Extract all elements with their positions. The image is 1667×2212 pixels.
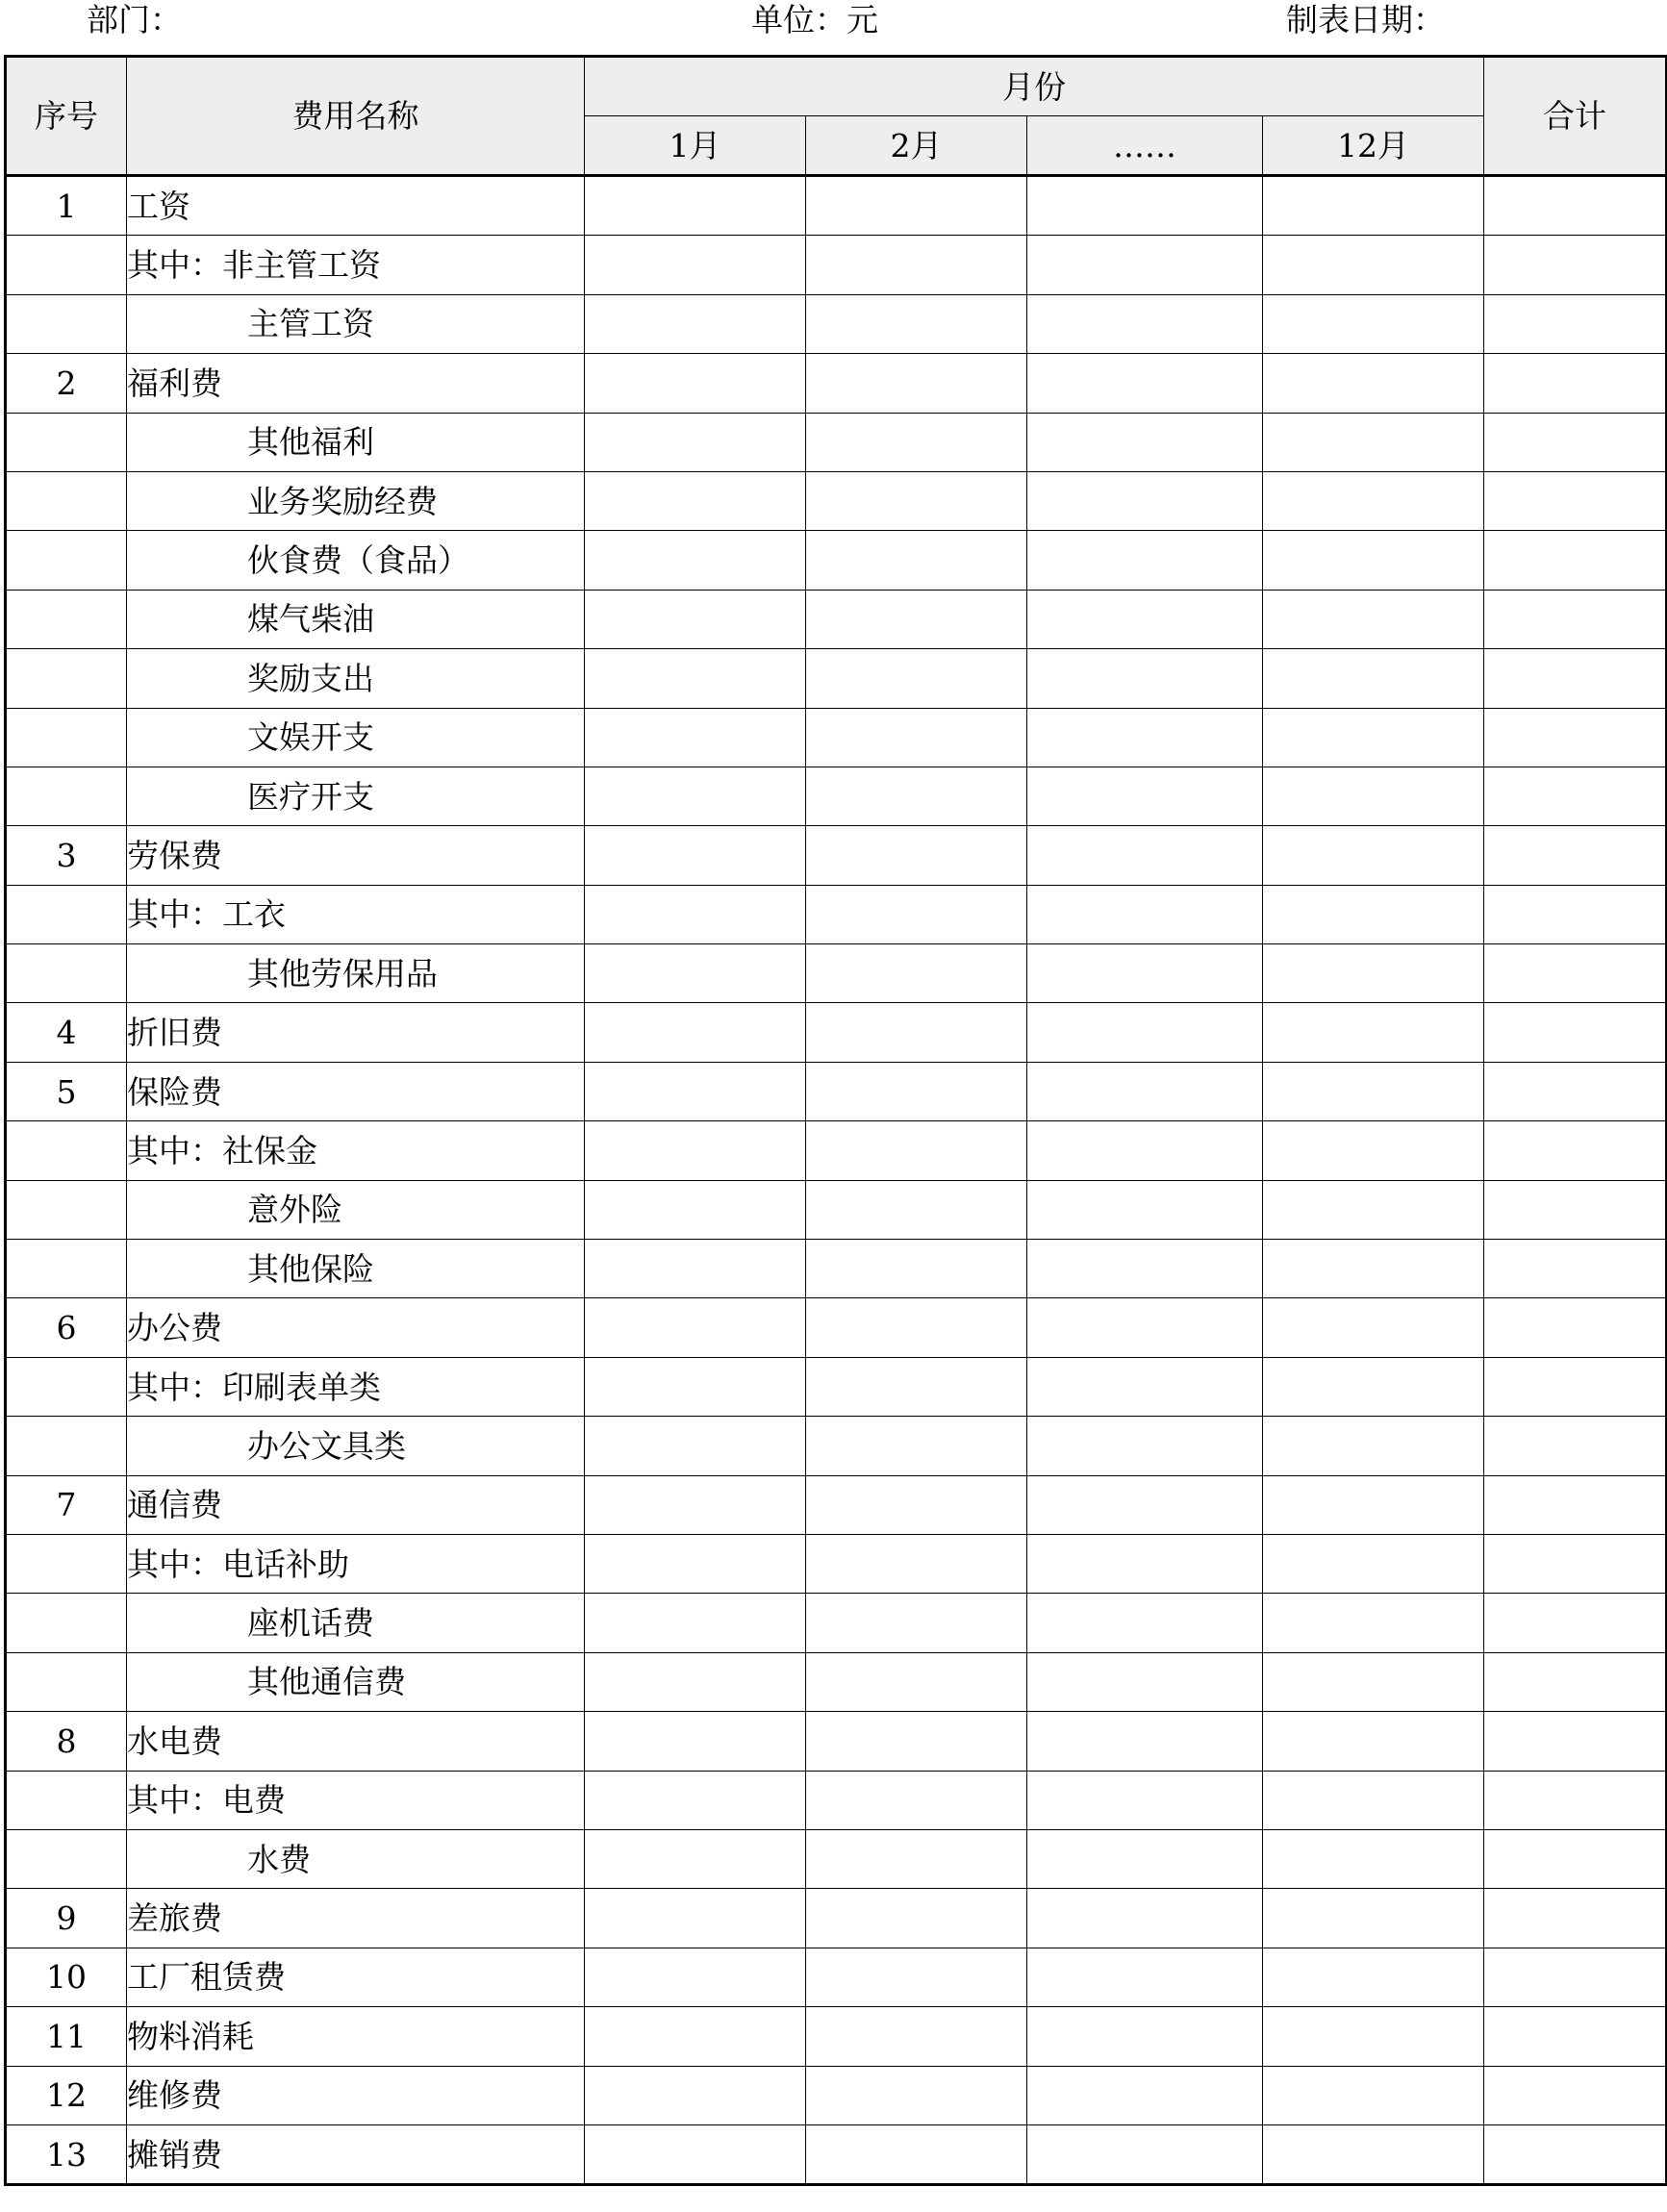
row-index-cell: [6, 1829, 127, 1888]
month-amount-cell[interactable]: [1027, 236, 1263, 294]
month-amount-cell[interactable]: [585, 1652, 806, 1711]
month-amount-cell[interactable]: [1263, 413, 1484, 471]
month-amount-cell[interactable]: [585, 944, 806, 1003]
expense-name-cell: 通信费: [127, 1475, 585, 1534]
table-row: [6, 1121, 1667, 1180]
month-amount-cell[interactable]: [1263, 1417, 1484, 1475]
month-amount-cell[interactable]: [1263, 1534, 1484, 1593]
month-amount-cell[interactable]: [585, 767, 806, 825]
month-amount-cell[interactable]: [806, 1357, 1027, 1416]
total-amount-cell[interactable]: [1484, 1712, 1667, 1771]
row-index-cell: 3: [6, 826, 127, 885]
expense-name-cell: 煤气柴油: [127, 590, 585, 648]
expense-name-cell: 业务奖励经费: [127, 471, 585, 530]
expense-name-cell: 医疗开支: [127, 767, 585, 825]
month-amount-cell[interactable]: [1263, 1771, 1484, 1829]
table-row: [6, 590, 1667, 648]
month-amount-cell[interactable]: [806, 1594, 1027, 1652]
expense-name-cell: 差旅费: [127, 1889, 585, 1948]
month-amount-cell[interactable]: [1027, 1594, 1263, 1652]
month-amount-cell[interactable]: [1263, 1712, 1484, 1771]
total-amount-cell[interactable]: [1484, 1829, 1667, 1888]
month-amount-cell[interactable]: [806, 176, 1027, 236]
row-index-cell: 2: [6, 354, 127, 413]
expense-name-cell: 其他通信费: [127, 1652, 585, 1711]
month-amount-cell[interactable]: [1027, 767, 1263, 825]
table-row: [6, 471, 1667, 530]
month-amount-cell[interactable]: [1263, 2066, 1484, 2124]
month-amount-cell[interactable]: [1027, 2007, 1263, 2066]
month-amount-cell[interactable]: [585, 649, 806, 708]
expense-name-cell: 福利费: [127, 354, 585, 413]
expense-name-cell: 办公费: [127, 1298, 585, 1357]
month-amount-cell[interactable]: [1027, 1829, 1263, 1888]
month-amount-cell[interactable]: [1027, 1062, 1263, 1120]
month-amount-cell[interactable]: [1263, 944, 1484, 1003]
month-amount-cell[interactable]: [585, 531, 806, 590]
total-amount-cell[interactable]: [1484, 944, 1667, 1003]
row-index-cell: 5: [6, 1062, 127, 1120]
table-row: [6, 708, 1667, 767]
month-amount-cell[interactable]: [1263, 531, 1484, 590]
expense-name-cell: 其他保险: [127, 1240, 585, 1298]
month-amount-cell[interactable]: [585, 1889, 806, 1948]
month-amount-cell[interactable]: [585, 1475, 806, 1534]
row-index-cell: [6, 531, 127, 590]
month-amount-cell[interactable]: [806, 767, 1027, 825]
column-header-month: 1月: [585, 116, 806, 176]
total-amount-cell[interactable]: [1484, 1298, 1667, 1357]
table-row: [6, 294, 1667, 353]
month-amount-cell[interactable]: [585, 1534, 806, 1593]
month-amount-cell[interactable]: [1027, 1534, 1263, 1593]
department-label: 部门：: [87, 1, 182, 38]
column-header-index: 序号: [6, 57, 127, 176]
expense-name-cell: 其中：电费: [127, 1771, 585, 1829]
row-index-cell: [6, 885, 127, 943]
total-amount-cell[interactable]: [1484, 531, 1667, 590]
expense-name-cell: 其中：工衣: [127, 885, 585, 943]
date-label: 制表日期：: [1286, 1, 1445, 38]
month-amount-cell[interactable]: [1027, 1771, 1263, 1829]
month-amount-cell[interactable]: [585, 2124, 806, 2184]
month-amount-cell[interactable]: [1263, 885, 1484, 943]
month-amount-cell[interactable]: [1027, 1240, 1263, 1298]
month-amount-cell[interactable]: [806, 354, 1027, 413]
table-row: [6, 531, 1667, 590]
month-amount-cell[interactable]: [1263, 1889, 1484, 1948]
total-amount-cell[interactable]: [1484, 354, 1667, 413]
month-amount-cell[interactable]: [585, 708, 806, 767]
row-index-cell: [6, 1534, 127, 1593]
total-amount-cell[interactable]: [1484, 885, 1667, 943]
table-row: [6, 1062, 1667, 1120]
table-row: [6, 1298, 1667, 1357]
month-amount-cell[interactable]: [1027, 1475, 1263, 1534]
month-amount-cell[interactable]: [1263, 1829, 1484, 1888]
month-amount-cell[interactable]: [585, 236, 806, 294]
row-index-cell: [6, 294, 127, 353]
table-row: [6, 1771, 1667, 1829]
expense-name-cell: 奖励支出: [127, 649, 585, 708]
month-amount-cell[interactable]: [585, 471, 806, 530]
month-amount-cell[interactable]: [806, 236, 1027, 294]
expense-name-cell: 其他福利: [127, 413, 585, 471]
month-amount-cell[interactable]: [1027, 1180, 1263, 1239]
month-amount-cell[interactable]: [1027, 1357, 1263, 1416]
month-amount-cell[interactable]: [806, 1652, 1027, 1711]
total-amount-cell[interactable]: [1484, 590, 1667, 648]
expense-name-cell: 文娱开支: [127, 708, 585, 767]
month-amount-cell[interactable]: [1027, 590, 1263, 648]
total-amount-cell[interactable]: [1484, 471, 1667, 530]
month-amount-cell[interactable]: [1263, 590, 1484, 648]
month-amount-cell[interactable]: [806, 1829, 1027, 1888]
expense-name-cell: 其他劳保用品: [127, 944, 585, 1003]
row-index-cell: 9: [6, 1889, 127, 1948]
month-amount-cell[interactable]: [585, 826, 806, 885]
month-amount-cell[interactable]: [585, 1948, 806, 2006]
row-index-cell: [6, 708, 127, 767]
month-amount-cell[interactable]: [1263, 826, 1484, 885]
month-amount-cell[interactable]: [1263, 1240, 1484, 1298]
month-amount-cell[interactable]: [1027, 1003, 1263, 1062]
month-amount-cell[interactable]: [1263, 236, 1484, 294]
table-row: [6, 649, 1667, 708]
month-amount-cell[interactable]: [1027, 885, 1263, 943]
table-row: [6, 1594, 1667, 1652]
month-amount-cell[interactable]: [585, 413, 806, 471]
month-amount-cell[interactable]: [1263, 2007, 1484, 2066]
table-row: [6, 1889, 1667, 1948]
month-amount-cell[interactable]: [585, 1712, 806, 1771]
month-amount-cell[interactable]: [806, 294, 1027, 353]
month-amount-cell[interactable]: [806, 531, 1027, 590]
month-amount-cell[interactable]: [806, 1003, 1027, 1062]
table-row: [6, 1534, 1667, 1593]
month-amount-cell[interactable]: [1027, 294, 1263, 353]
row-index-cell: [6, 1417, 127, 1475]
month-amount-cell[interactable]: [1263, 176, 1484, 236]
month-amount-cell[interactable]: [806, 1062, 1027, 1120]
month-amount-cell[interactable]: [1027, 826, 1263, 885]
table-row: [6, 1417, 1667, 1475]
expense-name-cell: 物料消耗: [127, 2007, 585, 2066]
row-index-cell: [6, 944, 127, 1003]
total-amount-cell[interactable]: [1484, 1121, 1667, 1180]
month-amount-cell[interactable]: [1263, 1062, 1484, 1120]
expense-name-cell: 主管工资: [127, 294, 585, 353]
month-amount-cell[interactable]: [806, 1121, 1027, 1180]
column-header-month: ……: [1027, 116, 1263, 176]
table-row: [6, 413, 1667, 471]
column-header-total: 合计: [1484, 57, 1667, 176]
table-row: [6, 2066, 1667, 2124]
expense-name-cell: 其中：电话补助: [127, 1534, 585, 1593]
month-amount-cell[interactable]: [806, 1298, 1027, 1357]
total-amount-cell[interactable]: [1484, 1417, 1667, 1475]
month-amount-cell[interactable]: [585, 1829, 806, 1888]
row-index-cell: [6, 1121, 127, 1180]
row-index-cell: 7: [6, 1475, 127, 1534]
total-amount-cell[interactable]: [1484, 236, 1667, 294]
total-amount-cell[interactable]: [1484, 2066, 1667, 2124]
month-amount-cell[interactable]: [1027, 354, 1263, 413]
table-row: [6, 2007, 1667, 2066]
month-amount-cell[interactable]: [1263, 1357, 1484, 1416]
month-amount-cell[interactable]: [585, 176, 806, 236]
month-amount-cell[interactable]: [585, 1298, 806, 1357]
row-index-cell: 8: [6, 1712, 127, 1771]
total-amount-cell[interactable]: [1484, 413, 1667, 471]
total-amount-cell[interactable]: [1484, 649, 1667, 708]
total-amount-cell[interactable]: [1484, 1594, 1667, 1652]
column-header-name: 费用名称: [127, 57, 585, 176]
table-row: [6, 1357, 1667, 1416]
month-amount-cell[interactable]: [806, 885, 1027, 943]
month-amount-cell[interactable]: [1263, 1475, 1484, 1534]
month-amount-cell[interactable]: [1263, 1180, 1484, 1239]
expense-name-cell: 摊销费: [127, 2124, 585, 2184]
total-amount-cell[interactable]: [1484, 1771, 1667, 1829]
month-amount-cell[interactable]: [1027, 176, 1263, 236]
month-amount-cell[interactable]: [1027, 708, 1263, 767]
month-amount-cell[interactable]: [1027, 1889, 1263, 1948]
month-amount-cell[interactable]: [806, 1948, 1027, 2006]
month-amount-cell[interactable]: [585, 1357, 806, 1416]
expense-name-cell: 水费: [127, 1829, 585, 1888]
expense-name-cell: 办公文具类: [127, 1417, 585, 1475]
month-amount-cell[interactable]: [806, 649, 1027, 708]
expense-name-cell: 其中：印刷表单类: [127, 1357, 585, 1416]
table-row: [6, 1475, 1667, 1534]
table-row: [6, 176, 1667, 236]
table-row: [6, 1712, 1667, 1771]
month-amount-cell[interactable]: [806, 2007, 1027, 2066]
month-amount-cell[interactable]: [1027, 413, 1263, 471]
table-row: [6, 1829, 1667, 1888]
table-row: [6, 1240, 1667, 1298]
table-row: [6, 1003, 1667, 1062]
column-header-month: 2月: [806, 116, 1027, 176]
total-amount-cell[interactable]: [1484, 708, 1667, 767]
total-amount-cell[interactable]: [1484, 767, 1667, 825]
month-amount-cell[interactable]: [806, 1180, 1027, 1239]
row-index-cell: 4: [6, 1003, 127, 1062]
expense-name-cell: 维修费: [127, 2066, 585, 2124]
month-amount-cell[interactable]: [1263, 294, 1484, 353]
month-amount-cell[interactable]: [1027, 1712, 1263, 1771]
row-index-cell: 1: [6, 176, 127, 236]
month-amount-cell[interactable]: [1027, 531, 1263, 590]
month-amount-cell[interactable]: [585, 1417, 806, 1475]
month-amount-cell[interactable]: [1027, 1298, 1263, 1357]
total-amount-cell[interactable]: [1484, 2124, 1667, 2184]
row-index-cell: [6, 1594, 127, 1652]
row-index-cell: [6, 236, 127, 294]
table-row: [6, 236, 1667, 294]
expense-name-cell: 意外险: [127, 1180, 585, 1239]
month-amount-cell[interactable]: [585, 1062, 806, 1120]
month-amount-cell[interactable]: [1263, 1652, 1484, 1711]
month-amount-cell[interactable]: [585, 294, 806, 353]
expense-name-cell: 其中：非主管工资: [127, 236, 585, 294]
column-header-month: 12月: [1263, 116, 1484, 176]
table-row: [6, 1652, 1667, 1711]
total-amount-cell[interactable]: [1484, 1062, 1667, 1120]
month-amount-cell[interactable]: [1027, 2124, 1263, 2184]
month-amount-cell[interactable]: [1027, 2066, 1263, 2124]
month-amount-cell[interactable]: [1027, 1948, 1263, 2006]
total-amount-cell[interactable]: [1484, 294, 1667, 353]
total-amount-cell[interactable]: [1484, 176, 1667, 236]
month-amount-cell[interactable]: [1263, 471, 1484, 530]
month-amount-cell[interactable]: [585, 1180, 806, 1239]
expense-name-cell: 折旧费: [127, 1003, 585, 1062]
month-amount-cell[interactable]: [806, 2124, 1027, 2184]
total-amount-cell[interactable]: [1484, 1357, 1667, 1416]
total-amount-cell[interactable]: [1484, 1889, 1667, 1948]
month-amount-cell[interactable]: [806, 1475, 1027, 1534]
row-index-cell: [6, 1180, 127, 1239]
expense-name-cell: 伙食费（食品）: [127, 531, 585, 590]
table-row: [6, 767, 1667, 825]
month-amount-cell[interactable]: [1263, 1594, 1484, 1652]
month-amount-cell[interactable]: [806, 708, 1027, 767]
month-amount-cell[interactable]: [1027, 471, 1263, 530]
table-body: [6, 176, 1667, 2185]
table-row: [6, 2124, 1667, 2184]
total-amount-cell[interactable]: [1484, 1948, 1667, 2006]
row-index-cell: 13: [6, 2124, 127, 2184]
month-amount-cell[interactable]: [1263, 2124, 1484, 2184]
month-amount-cell[interactable]: [1263, 1298, 1484, 1357]
row-index-cell: [6, 649, 127, 708]
month-amount-cell[interactable]: [806, 413, 1027, 471]
sheet-header: [0, 0, 1667, 54]
month-amount-cell[interactable]: [806, 1240, 1027, 1298]
month-amount-cell[interactable]: [585, 1771, 806, 1829]
month-amount-cell[interactable]: [1027, 944, 1263, 1003]
row-index-cell: [6, 590, 127, 648]
total-amount-cell[interactable]: [1484, 1534, 1667, 1593]
month-amount-cell[interactable]: [1263, 708, 1484, 767]
month-amount-cell[interactable]: [1027, 1121, 1263, 1180]
total-amount-cell[interactable]: [1484, 1003, 1667, 1062]
month-amount-cell[interactable]: [806, 1534, 1027, 1593]
column-header-month-group: 月份: [585, 57, 1484, 116]
month-amount-cell[interactable]: [806, 2066, 1027, 2124]
expense-name-cell: 座机话费: [127, 1594, 585, 1652]
table-row: [6, 885, 1667, 943]
row-index-cell: [6, 1357, 127, 1416]
month-amount-cell[interactable]: [1263, 354, 1484, 413]
month-amount-cell[interactable]: [1027, 649, 1263, 708]
expense-name-cell: 劳保费: [127, 826, 585, 885]
expense-name-cell: 水电费: [127, 1712, 585, 1771]
unit-label: 单位：元: [751, 1, 878, 38]
table-row: [6, 1180, 1667, 1239]
row-index-cell: 12: [6, 2066, 127, 2124]
month-amount-cell[interactable]: [585, 354, 806, 413]
month-amount-cell[interactable]: [1263, 1948, 1484, 2006]
month-amount-cell[interactable]: [1263, 1121, 1484, 1180]
total-amount-cell[interactable]: [1484, 1240, 1667, 1298]
month-amount-cell[interactable]: [585, 885, 806, 943]
table-row: [6, 354, 1667, 413]
month-amount-cell[interactable]: [585, 1003, 806, 1062]
expense-name-cell: 保险费: [127, 1062, 585, 1120]
month-amount-cell[interactable]: [806, 1712, 1027, 1771]
total-amount-cell[interactable]: [1484, 2007, 1667, 2066]
row-index-cell: [6, 1771, 127, 1829]
row-index-cell: [6, 1240, 127, 1298]
total-amount-cell[interactable]: [1484, 1652, 1667, 1711]
row-index-cell: 10: [6, 1948, 127, 2006]
month-amount-cell[interactable]: [806, 944, 1027, 1003]
expense-name-cell: 其中：社保金: [127, 1121, 585, 1180]
month-amount-cell[interactable]: [806, 826, 1027, 885]
month-amount-cell[interactable]: [585, 2007, 806, 2066]
month-amount-cell[interactable]: [806, 1417, 1027, 1475]
month-amount-cell[interactable]: [1263, 1003, 1484, 1062]
month-amount-cell[interactable]: [585, 590, 806, 648]
month-amount-cell[interactable]: [806, 590, 1027, 648]
total-amount-cell[interactable]: [1484, 1475, 1667, 1534]
table-row: [6, 944, 1667, 1003]
month-amount-cell[interactable]: [806, 1889, 1027, 1948]
total-amount-cell[interactable]: [1484, 1180, 1667, 1239]
expense-table: [4, 55, 1667, 2186]
month-amount-cell[interactable]: [1027, 1417, 1263, 1475]
month-amount-cell[interactable]: [585, 1121, 806, 1180]
table-row: [6, 826, 1667, 885]
month-amount-cell[interactable]: [806, 471, 1027, 530]
month-amount-cell[interactable]: [1263, 649, 1484, 708]
month-amount-cell[interactable]: [1263, 767, 1484, 825]
expense-name-cell: 工厂租赁费: [127, 1948, 585, 2006]
row-index-cell: [6, 767, 127, 825]
month-amount-cell[interactable]: [585, 1240, 806, 1298]
row-index-cell: 6: [6, 1298, 127, 1357]
row-index-cell: [6, 413, 127, 471]
total-amount-cell[interactable]: [1484, 826, 1667, 885]
month-amount-cell[interactable]: [585, 1594, 806, 1652]
month-amount-cell[interactable]: [1027, 1652, 1263, 1711]
row-index-cell: 11: [6, 2007, 127, 2066]
month-amount-cell[interactable]: [585, 2066, 806, 2124]
row-index-cell: [6, 1652, 127, 1711]
expense-name-cell: 工资: [127, 176, 585, 236]
row-index-cell: [6, 471, 127, 530]
month-amount-cell[interactable]: [806, 1771, 1027, 1829]
table-row: [6, 1948, 1667, 2006]
